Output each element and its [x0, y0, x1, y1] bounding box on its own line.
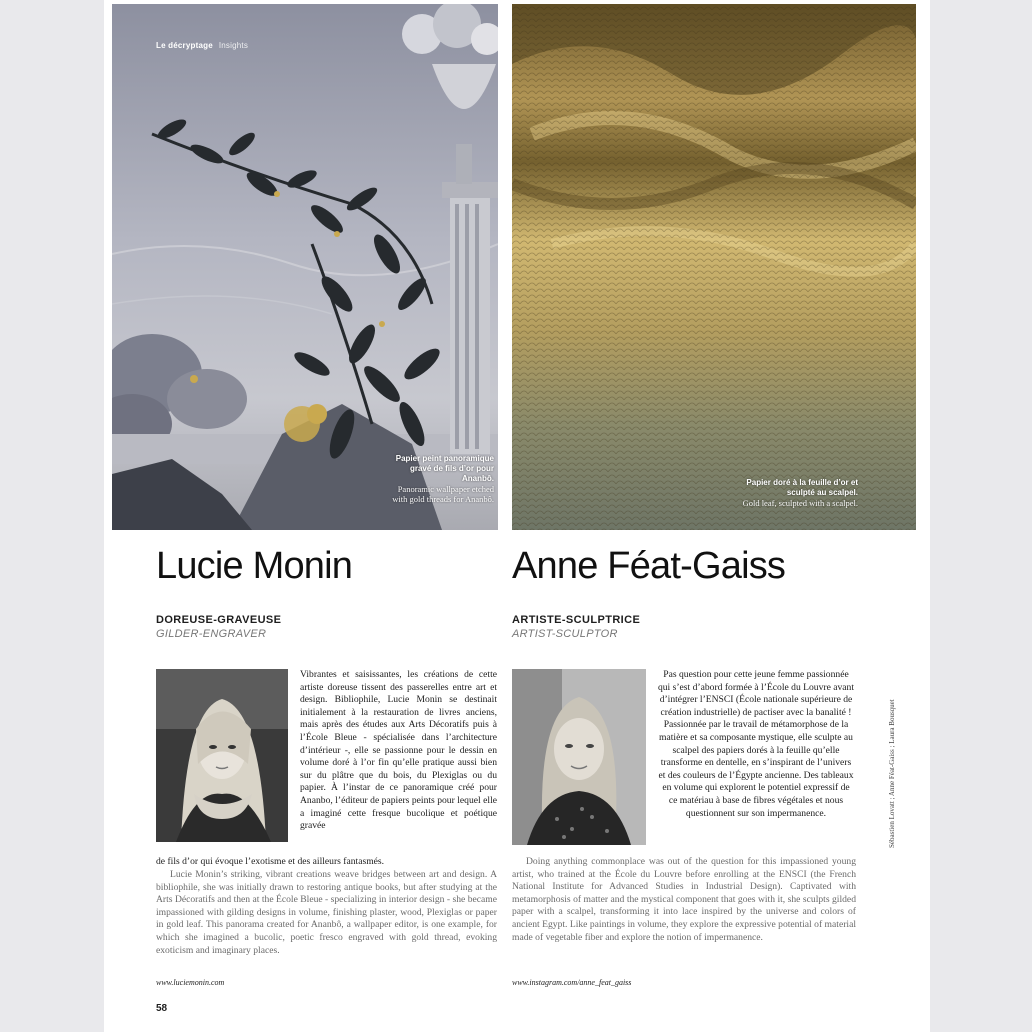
right-body-fr: Pas question pour cette jeune femme passionnée qui s’est d’abord formée à l’École du Louvre avant d’intégrer l’ENSCI (École nationale supérieure de création industrielle) de pactiser avec la banalité ! Passionnée par le travail de métamorphose de la matière et sa composante mystique, elle sculpte au scalpel des papiers dorés à la feuille qu’elle transforme en dentelle, en s’inspirant de l’univers et des couleurs de l’Égypte ancienne. Des tableaux en volume qui explorent le potentiel expressif de ce matériau à base de fibres végétales et nous questionnent sur son impermanence.	[657, 669, 855, 819]
wallpaper-photo	[112, 4, 498, 530]
left-body-en: Lucie Monin’s striking, vibrant creations weave bridges between art and design. A bibliophile, she was initially drawn to restoring antique books, but after studying at the Arts Décoratifs and then at the École Bleue - specializing in interior design - she became impassioned with gilding designs in volume, finishing plaster, wood, Plexiglas or paper in gold leaf. This panorama created for Ananbô, a wallpaper editor, is one example, for which she imagined a bucolic, poetic fresco engraved with gold thread, evoking exoticism and imaginary places.	[156, 869, 497, 956]
magazine-page	[104, 0, 930, 1032]
subsection-title: Insights	[218, 41, 249, 50]
photo-credits	[880, 670, 896, 848]
wallpaper-illustration	[112, 4, 498, 530]
right-instagram-link[interactable]: www.instagram.com/anne_feat_gaiss	[512, 978, 632, 987]
portrait-right-image	[512, 669, 646, 845]
left-caption-en: Panoramic wallpaper etched with gold threads for Ananbô.	[392, 484, 494, 504]
right-caption-fr: Papier doré à la feuille d’or et sculpté au scalpel.	[746, 478, 858, 497]
running-head	[156, 41, 248, 50]
role-right	[512, 613, 640, 641]
artist-name-left: Lucie Monin	[156, 545, 353, 587]
left-photo-caption	[384, 454, 494, 504]
right-caption-en: Gold leaf, sculpted with a scalpel.	[742, 498, 858, 508]
portrait-anne-feat-gaiss	[512, 669, 646, 845]
role-left-fr: DOREUSE-GRAVEUSE	[156, 614, 282, 626]
role-left	[156, 613, 281, 641]
left-website-link[interactable]: www.luciemonin.com	[156, 978, 225, 987]
artist-name-right: Anne Féat-Gaiss	[512, 545, 786, 587]
role-left-en: GILDER-ENGRAVER	[156, 628, 267, 640]
left-body-fr-tail: de fils d’or qui évoque l’exotisme et des ailleurs fantasmés.	[156, 856, 385, 867]
section-title: Le décryptage	[156, 41, 213, 50]
portrait-left-image	[156, 669, 288, 842]
photo-credits-text: Sébastien Lovatt ; Anne Féat-Gaiss ; Laura Bousquet	[888, 699, 896, 848]
left-caption-fr: Papier peint panoramique gravé de fils d’or pour Ananbô.	[395, 454, 494, 483]
left-body-fr: Vibrantes et saisissantes, les créations de cette artiste doreuse tissent des passerelles entre art et design. Bibliophile, Lucie Monin se destinait initialement à la restauration de livres anciens, mais après des études aux Arts Décoratifs puis à l’École Bleue - spécialisée dans l’architecture d’intérieur -, elle se passionne pour le dessin en volume doré à l’or fin qu’elle pratique aussi bien sur du plâtre que du bois, du Plexiglas ou du papier. À l’instar de ce panoramique créé pour Ananbo, l’éditeur de papiers peints pour lequel elle a imaginé cette fresque bucolique et poétique gravée	[300, 669, 497, 832]
portrait-lucie-monin	[156, 669, 288, 842]
role-right-fr: ARTISTE-SCULPTRICE	[512, 614, 641, 626]
right-body-en: Doing anything commonplace was out of the question for this impassioned young artist, who trained at the École du Louvre before enrolling at the ENSCI (the French National Institute for Advanced Studies in Industrial Design). Captivated with metamorphosis of matter and the mystical component that goes with it, she sculpts gilded paper with a scalpel, transforming it into lace inspired by the universe and colors of ancient Egypt. Like paintings in volume, they explore the expressive potential of material made of vegetable fiber and explore the notion of impermanence.	[512, 856, 856, 943]
gold-paper-photo	[512, 4, 916, 530]
gold-texture	[512, 4, 916, 530]
role-right-en: ARTIST-SCULPTOR	[512, 628, 618, 640]
page-number: 58	[156, 1003, 168, 1014]
right-photo-caption	[728, 478, 858, 508]
